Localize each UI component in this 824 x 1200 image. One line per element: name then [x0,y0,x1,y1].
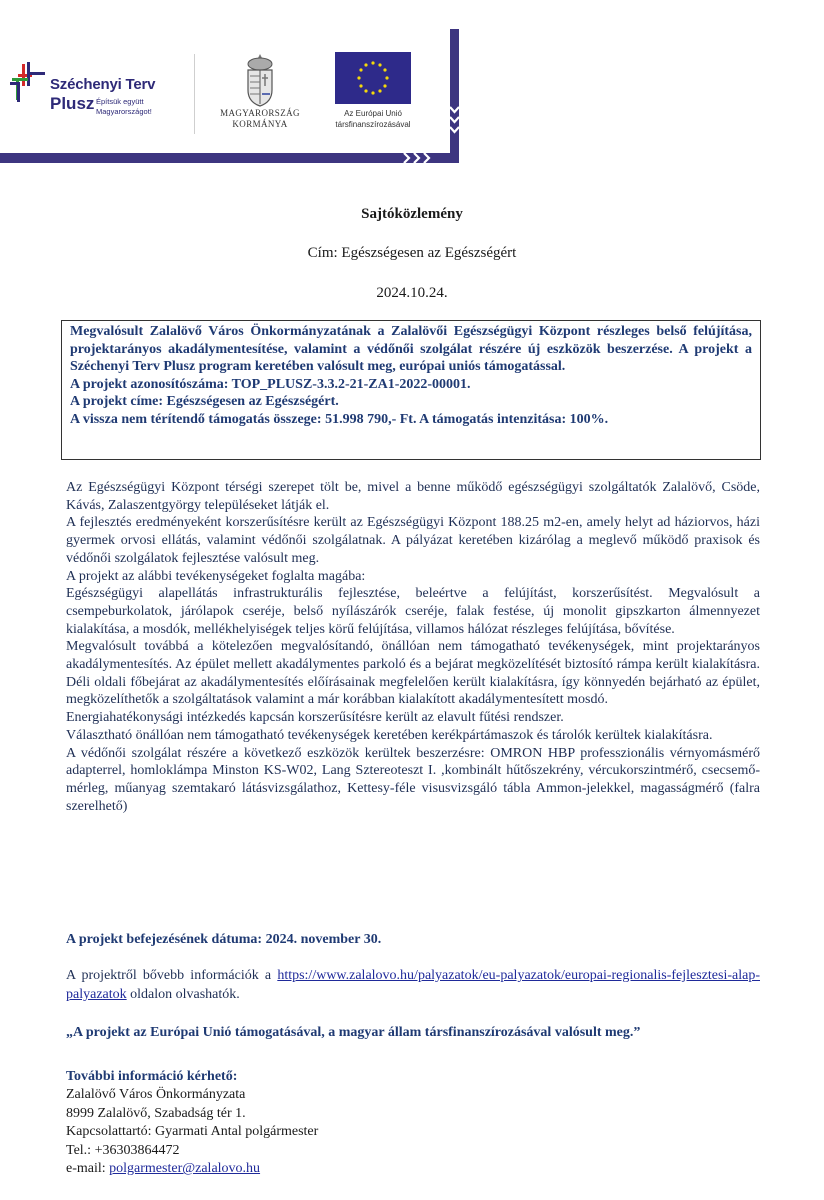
frame-vertical-bar [450,29,459,163]
body-paragraph: Választható önállóan nem támogatható tevékenységek keretében kerékpártámaszok és tárolók kerültek kialakításra. [66,727,713,743]
body-paragraph: Egészségügyi alapellátás infrastrukturális fejlesztése, beleértve a felújítást, korszerűsítést. Megvalósult a csempeburkolatok, járólapok cseréje, belső nyílászárók cseréje, falak festése, új monolit gipszkarton álmennyezet kialakítása, a mosdók, mellékhelyiségek teljes körű felújítása, villamos hálózat részleges felújítása, bővítése. [66,586,760,637]
kormany-line-1: MAGYARORSZÁG [220,108,300,118]
szechenyi-plusz: Plusz [50,94,95,113]
chevrons-right-icon [402,152,438,164]
body-paragraph: A projekt az alábbi tevékenységeket foglalta magába: [66,568,366,584]
more-info-prefix: A projektről bővebb információk a [66,968,278,983]
body-paragraph: Energiahatékonysági intézkedés kapcsán korszerűsítésre került az elavult fűtési rendszer. [66,710,564,726]
contact-heading: További információ kérhető: [66,1069,238,1084]
more-info-paragraph [66,966,760,1004]
summary-project-title: A projekt címe: Egészségesen az Egészségért. [70,394,339,410]
eu-line-2: társfinanszírozásával [335,120,411,129]
more-info-suffix: oldalon olvashatók. [126,987,240,1002]
project-end-date: A projekt befejezésének dátuma: 2024. november 30. [66,932,382,947]
eu-flag-icon [335,52,411,104]
szechenyi-cross-icon [8,60,48,104]
summary-project-id: A projekt azonosítószáma: TOP_PLUSZ-3.3.2-21-ZA1-2022-00001. [70,376,471,392]
eu-text [318,108,428,130]
summary-funding: A vissza nem térítendő támogatás összege: 51.998 790,- Ft. A támogatás intenzitása: 100%. [70,411,609,427]
project-summary-box [61,320,761,460]
eu-cofinanced-logo [318,52,428,137]
header-logo-bar [0,0,824,180]
document-subtitle: Cím: Egészségesen az Egészségért [307,245,517,261]
contact-phone: Tel.: +36303864472 [66,1142,180,1158]
szechenyi-terv-plusz-logo [8,60,178,130]
slogan-line-1: Építsük együtt [96,97,144,106]
project-info-link[interactable]: https://www.zalalovo.hu/palyazatok/eu-palyazatok/europai-regionalis-fejlesztesi-alap-palyazatok [66,968,760,1002]
contact-email-line [66,1160,318,1178]
contact-org: Zalalövő Város Önkormányzata [66,1087,246,1103]
contact-person: Kapcsolattartó: Gyarmati Antal polgármester [66,1124,319,1140]
email-label: e-mail: [66,1161,110,1177]
body-paragraph: A védőnői szolgálat részére a következő eszközök kerültek beszerzésre: OMRON HBP professzionális vérnyomásmérő adapterrel, homloklámpa Minston KS-W02, Lang Sztereoteszt I. ,kombinált hűtőszekrény, vércukorszintmérő, csecsemő-mérleg, műanyag szemtakaró látásvizsgálathoz, Kettesy-féle visusvizsgáló tábla Ammon-jelekkel, magasságmérő (falra szerelhető) [66,745,760,814]
summary-intro: Megvalósult Zalalövő Város Önkormányzatának a Zalalövői Egészségügyi Központ részleges belső felújítása, projektarányos akadálymentesítése, valamint a védőnői szolgálat részére új eszközök beszerzése. A projekt a Széchenyi Terv Plusz program keretében valósult meg, európai uniós támogatással. [70,324,752,375]
eu-line-1: Az Európai Unió [344,109,402,118]
szechenyi-slogan [96,97,152,117]
kormany-line-2: KORMÁNYA [232,119,288,129]
logo-divider [194,54,195,134]
frame-horizontal-bar [0,153,459,163]
body-paragraph: A fejlesztés eredményeként korszerűsítésre került az Egészségügyi Központ 188.25 m2-en, amely helyt ad háziorvos, házi gyermek orvosi ellátás, valamint védőnői szolgálatnak. A pályázat keretében kizárólag a meglevő működő praxisok és védőnői szolgálatok fejlesztése valósult meg. [66,515,760,566]
body-text [66,479,760,815]
hungarian-coat-of-arms-icon [243,52,277,108]
magyarorszag-kormanya-logo [215,52,305,137]
document-date: 2024.10.24. [376,285,448,301]
body-paragraph: Megvalósult továbbá a kötelezően megvalósítandó, önállóan nem támogatható tevékenységek, mint projektarányos akadálymentesítés. Az épület mellett akadálymentes parkoló és a bejárat megközelítését biztosító rámpa került kialakításra. Déli oldali főbejárat az akadálymentesítés előírásainak megfelelően került kialakításra, így könnyedén bejárható az épület, megközelíthetők a szolgáltatások valamint a már korábban kialakított akadálymentesített mosdó. [66,639,760,708]
szechenyi-title: Széchenyi Terv [50,76,156,93]
slogan-line-2: Magyarországot! [96,107,152,116]
document-heading: Sajtóközlemény [361,206,463,222]
contact-address: 8999 Zalalövő, Szabadság tér 1. [66,1105,246,1121]
contact-block [66,1068,318,1178]
eu-funding-quote: „A projekt az Európai Unió támogatásával, a magyar állam társfinanszírozásával valósult meg.” [66,1025,641,1040]
kormanya-text [215,108,305,130]
email-link[interactable]: polgarmester@zalalovo.hu [109,1161,261,1177]
chevrons-down-icon [448,105,461,141]
body-paragraph: Az Egészségügyi Központ térségi szerepet tölt be, mivel a benne működő egészségügyi szolgáltatók Zalalövő, Csöde, Kávás, Zalaszentgyörgy településeket látják el. [66,480,760,513]
